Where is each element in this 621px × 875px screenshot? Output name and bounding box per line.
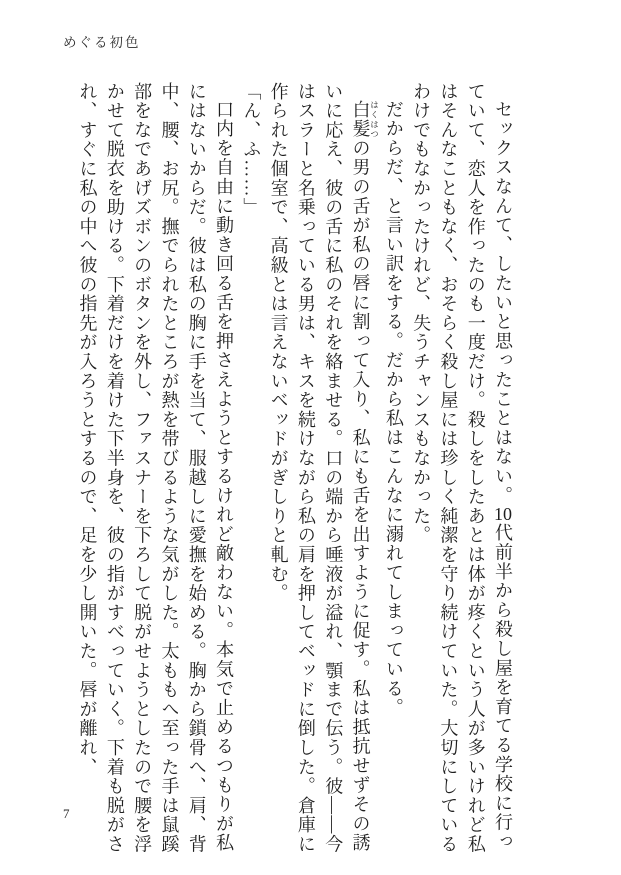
paragraph: だからだ、と言い訳をする。だから私はこんなに溺れてしまっている。 [383, 100, 404, 718]
tate-chu-yoko-number: 10 [494, 505, 512, 524]
paragraph: 口内を自由に動き回る舌を押さえようとするけれど敵わない。本気で止めるつもりが私にはないからだ。彼は私の胸に手を当て、服越しに愛撫を始める。胸から鎖骨へ、肩、背中、腰、お尻。撫でられたところが熱を帯びるような気がした。太ももへ至った手は鼠蹊部をなであげズボンのボタンを外し、ファスナーを下ろして脱がせようとしたので腰を浮かせて脱衣を助ける。下着だけを着けた下半身を、彼の指がすべっていく。下着も脱がされ、すぐに私の中へ彼の指先が入ろうとするので、足を少し開いた。唇が離れ、 [78, 82, 235, 854]
body-text [78, 82, 516, 854]
page-number: 7 [63, 806, 70, 821]
paragraph: 「ん、ふ……」 [241, 82, 262, 218]
paragraph: 白髪 はくはつの男の舌が私の唇に割って入り、私にも舌を出すように促す。私は抵抗せずその誘いに応え、彼の舌に私のそれを絡ませる。口の端から唾液が溢れ、顎まで伝う。彼――今はスラーと名乗っている男は、キスを続けながら私の肩を押してベッドに倒した。倉庫に作られた個室で、高級とは言えないベッドがぎしりと軋む。 [268, 82, 380, 854]
ruby-annotated-word: 白髪 はくはつ [350, 100, 380, 139]
running-header: めぐる初色 [63, 35, 141, 50]
paragraph: セックスなんて、したいと思ったことはない。10代前半から殺し屋を育てる学校に行っていて、恋人を作ったのも一度だけ。殺しをしたあとは体が疼くという人が多いけれど私はそんなこともなく、おそらく殺し屋には珍しく純潔を守り続けていた。大切にしているわけでもなかったけれど、失うチャンスもなかった。 [411, 82, 513, 854]
